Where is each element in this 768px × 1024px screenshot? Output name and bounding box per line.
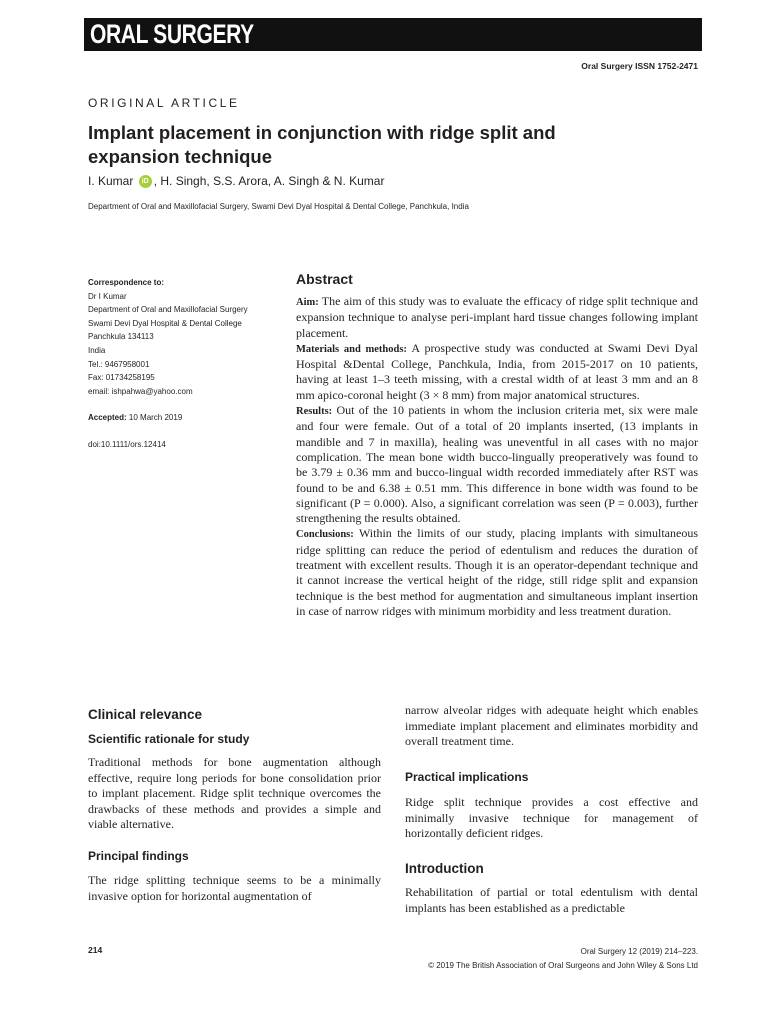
correspondence-line: Department of Oral and Maxillofacial Surgery xyxy=(88,305,248,315)
footer-citation: Oral Surgery 12 (2019) 214–223. xyxy=(580,947,698,956)
practical-heading: Practical implications xyxy=(405,769,529,784)
abstract-aim xyxy=(296,294,698,341)
correspondence-line: Fax: 01734258195 xyxy=(88,373,155,383)
author-first: I. Kumar xyxy=(88,174,134,188)
abstract-heading: Abstract xyxy=(296,271,353,287)
methods-label: Materials and methods: xyxy=(296,343,407,355)
clinical-relevance-heading: Clinical relevance xyxy=(88,707,203,722)
practical-text: Ridge split technique provides a cost effective and minimally invasive technique for management of horizontally deficient ridges. xyxy=(405,795,698,840)
rationale-heading: Scientific rationale for study xyxy=(88,731,250,746)
article-type: ORIGINAL ARTICLE xyxy=(88,96,240,110)
journal-title: ORAL SURGERY xyxy=(90,19,254,49)
article-title-line-1: Implant placement in conjunction with ridge split and xyxy=(88,122,556,143)
page-number: 214 xyxy=(88,945,103,955)
correspondence-line: Dr I Kumar xyxy=(88,291,127,301)
correspondence-sidebar xyxy=(88,276,288,452)
authors-rest: , H. Singh, S.S. Arora, A. Singh & N. Kumar xyxy=(153,174,385,188)
correspondence-line: Panchkula 134113 xyxy=(88,332,154,342)
article-title xyxy=(88,121,648,169)
correspondence-line: India xyxy=(88,345,106,355)
author-list xyxy=(88,174,384,188)
doi-link[interactable]: doi:10.1111/ors.12414 xyxy=(88,439,166,449)
accepted-label: Accepted: xyxy=(88,413,127,423)
abstract-section xyxy=(296,271,698,619)
correspondence-line: Tel.: 9467958001 xyxy=(88,359,150,369)
correspondence-email[interactable]: email: ishpahwa@yahoo.com xyxy=(88,386,193,396)
correspondence-line: Swami Devi Dyal Hospital & Dental College xyxy=(88,318,242,328)
methods-text: A prospective study was conducted at Swami Devi Dyal Hospital &Dental College, Panchkula, India, from 2015-2017 on 10 patients, having at least 1–3 teeth missing, with a crestal width of at least 3 mm and an 8 mm apico-coronal height (3 × 8 mm) from major anatomical structures. xyxy=(296,340,698,402)
article-title-line-2: expansion technique xyxy=(88,146,273,167)
abstract-conclusions xyxy=(296,526,698,619)
abstract-methods xyxy=(296,341,698,403)
introduction-heading: Introduction xyxy=(405,860,484,876)
conclusions-text: Within the limits of our study, placing implants with simultaneous ridge splitting can reduce the period of edentulism and reduces the duration of treatment with excellent results. Though it is an operator-dependant technique and it cannot increase the vertical height of the ridge, still ridge split and expansion technique is the best method for augmentation and simultaneous implant insertion in case of narrow ridges with minimum morbidity and less treatment duration. xyxy=(296,526,698,618)
rationale-text: Traditional methods for bone augmentation although effective, require long periods for bone consolidation prior to implant placement. Ridge split technique overcomes the drawbacks of these methods and provides a simple and viable alternative. xyxy=(88,755,381,831)
aim-label: Aim: xyxy=(296,297,319,308)
aim-text: The aim of this study was to evaluate the efficacy of ridge split technique and expansion technique to analyse peri-implant hard tissue changes following implant placement. xyxy=(296,294,698,340)
results-label: Results: xyxy=(296,406,333,418)
orcid-icon[interactable]: iD xyxy=(139,175,152,188)
findings-text: The ridge splitting technique seems to be a minimally invasive option for horizontal augmentation of xyxy=(88,873,381,903)
introduction-text: Rehabilitation of partial or total edentulism with dental implants has been established as a predictable xyxy=(405,885,698,915)
results-text: Out of the 10 patients in whom the inclusion criteria met, six were male and four were female. Out of a total of 20 implants inserted, (13 implants in mandible and 7 in maxilla), healing was uneventful in all cases with no major complication. The mean bone width bucco-lingually preoperatively was found to be 3.79 ± 0.36 mm and bucco-lingual width recorded immediately after RST was found to be and 6.38 ± 0.51 mm. This difference in bone width was found to be significant (P = 0.000). Also, a significant correlation was seen (P = 0.003), further strengthening the results obtained. xyxy=(296,403,698,526)
correspondence-label: Correspondence to: xyxy=(88,278,165,287)
affiliation: Department of Oral and Maxillofacial Surgery, Swami Devi Dyal Hospital & Dental College, Panchkula, India xyxy=(88,202,469,211)
journal-banner xyxy=(84,18,702,51)
conclusions-label: Conclusions: xyxy=(296,529,354,541)
abstract-results xyxy=(296,403,698,526)
accepted-value: 10 March 2019 xyxy=(126,413,183,423)
accepted-date xyxy=(88,411,288,425)
footer-copyright: © 2019 The British Association of Oral Surgeons and John Wiley & Sons Ltd xyxy=(428,961,698,970)
footer-citation-block xyxy=(428,945,698,973)
findings-heading: Principal findings xyxy=(88,848,189,863)
right-column xyxy=(405,703,698,916)
findings-continued-text: narrow alveolar ridges with adequate height which enables immediate implant placement and eliminates morbidity and overall treatment time. xyxy=(405,703,698,748)
journal-issn: Oral Surgery ISSN 1752-2471 xyxy=(581,61,698,71)
clinical-relevance-section xyxy=(88,707,381,904)
